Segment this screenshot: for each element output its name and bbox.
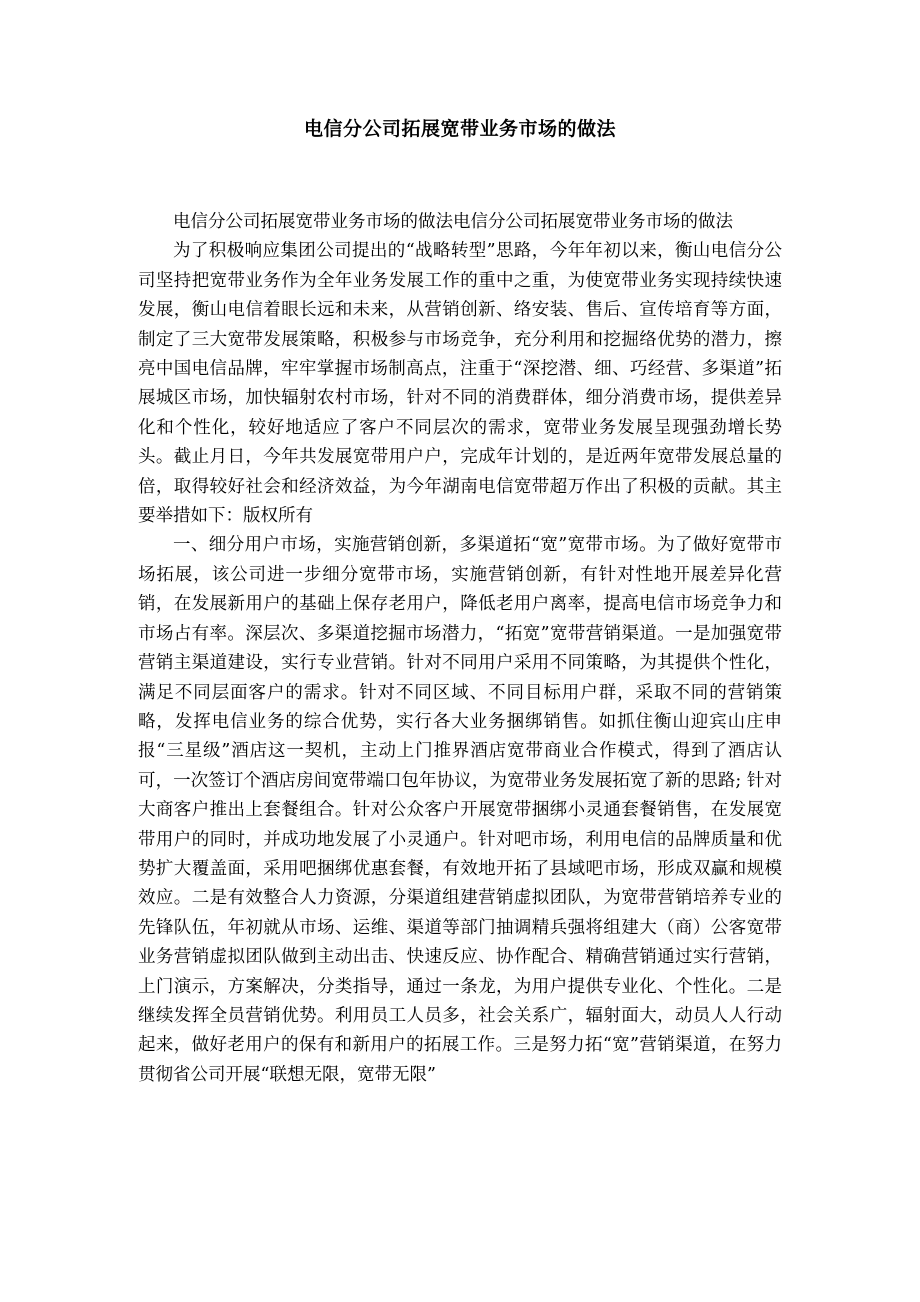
paragraph-section-one: 一、细分用户市场，实施营销创新，多渠道拓“宽”宽带市场。为了做好宽带市场拓展，该公司进一步细分宽带市场，实施营销创新，有针对性地开展差异化营销，在发展新用户的基础上保存老用户，降低老用户离率，提高电信市场竞争力和市场占有率。深层次、多渠道挖掘市场潜力，“拓宽”宽带营销渠道。一是加强宽带营销主渠道建设，实行专业营销。针对不同用户采用不同策略，为其提供个性化，满足不同层面客户的需求。针对不同区域、不同目标用户群，采取不同的营销策略，发挥电信业务的综合优势，实行各大业务捆绑销售。如抓住衡山迎宾山庄申报“三星级”酒店这一契机，主动上门推界酒店宽带商业合作模式，得到了酒店认可，一次签订个酒店房间宽带端口包年协议，为宽带业务发展拓宽了新的思路; 针对大商客户推出上套餐组合。针对公众客户开展宽带捆绑小灵通套餐销售，在发展宽带用户的同时，并成功地发展了小灵通户。针对吧市场，利用电信的品牌质量和优势扩大覆盖面，采用吧捆绑优惠套餐，有效地开拓了县域吧市场，形成双赢和规模效应。二是有效整合人力资源，分渠道组建营销虚拟团队，为宽带营销培养专业的先锋队伍，年初就从市场、运维、渠道等部门抽调精兵强将组建大（商）公客宽带业务营销虚拟团队做到主动出击、快速反应、协作配合、精确营销通过实行营销，上门演示，方案解决，分类指导，通过一条龙，为用户提供专业化、个性化。二是继续发挥全员营销优势。利用员工人员多，社会关系广，辐射面大，动员人人行动起来，做好老用户的保有和新用户的拓展工作。三是努力拓“宽”营销渠道，在努力贯彻省公司开展“联想无限，宽带无限” <box>138 535 782 1085</box>
paragraph-intro: 电信分公司拓展宽带业务市场的做法电信分公司拓展宽带业务市场的做法 <box>173 212 733 232</box>
paragraph-background: 为了积极响应集团公司提出的“战略转型”思路，今年年初以来，衡山电信分公司坚持把宽带业务作为全年业务发展工作的重中之重，为使宽带业务实现持续快速发展，衡山电信着眼长远和未来，从营销创新、络安装、售后、宣传培育等方面，制定了三大宽带发展策略，积极参与市场竞争，充分利用和挖掘络优势的潜力，擦亮中国电信品牌，牢牢掌握市场制高点，注重于“深挖潜、细、巧经营、多渠道”拓展城区市场，加快辐射农村市场，针对不同的消费群体，细分消费市场，提供差异化和个性化，较好地适应了客户不同层次的需求，宽带业务发展呈现强劲增长势头。截止月日，今年共发展宽带用户户，完成年计划的，是近两年宽带发展总量的倍，取得较好社会和经济效益，为今年湖南电信宽带超万作出了积极的贡献。其主要举措如下：版权所有 <box>138 241 782 527</box>
document-title: 电信分公司拓展宽带业务市场的做法 <box>303 118 616 140</box>
document-body <box>138 208 782 1090</box>
